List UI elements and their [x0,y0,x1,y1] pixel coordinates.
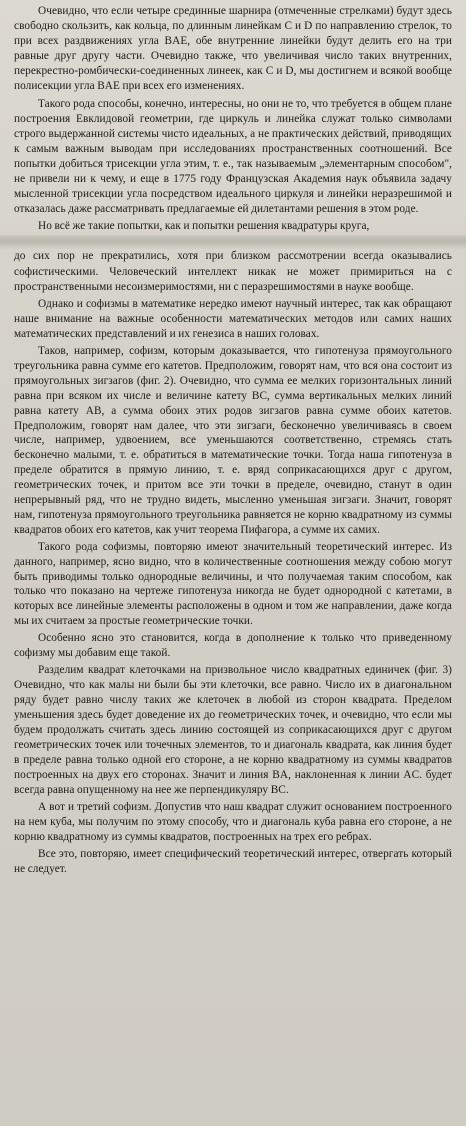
paragraph-cube-diagonal-sophism: А вот и третий софизм. Допустив что наш квадрат служит основанием построенного на нем куба, мы получим по этому способу, что и диагональ куба равна его стороне, а не корню квадратному из суммы квадратов, построенных на трех его ребрах. [14,800,452,843]
paragraph-euclidean-construction: Такого рода способы, конечно, интересны, но они не то, что требуется в общем плане построения Евклидовой геометрии, где циркуль и линейка служат только символами строго выдержанной системы чисто идеальных, а не практических действий, приводящих к самым важным выводам при исследованиях пространственных соотношений. Все попытки добиться трисекции угла этим, т. е., так называемым „элементарным способом", не привели ни к чему, и еще в 1775 году Французская Академия наук объявила задачу мысленной трисекции угла посредством идеального циркуля и линейки неразрешимой и отказалась даже рассматривать предлагаемые ей дилетантами решения в этом роде. [14,97,452,216]
paragraph-conclusion: Все это, повторяю, имеет специфический теоретический интерес, отвергать который не следует. [14,847,452,875]
paragraph-square-diagonal-sophism: Разделим квадрат клеточками на призвольное число квадратных единичек (фиг. 3) Очевидно, что как малы ни были бы эти клеточки, все равно. Число их в диагональном ряду будет равно числу таких же клеточек в любой из сторон квадрата. Пределом уменьшения здесь будет доведение их до геометрических точек, и очевидно, что если мы будем продолжать считать здесь линию состоящей из соприкасающихся друг с другом геометрических точек или точечных элементов, то и диагональ квадрата, как линия будет в пределе равна только одной его стороне, а не корню квадратному из суммы квадратов построенных на двух его сторонах. Значит и линия BA, наклоненная к линии AC. будет всегда равна опущенному на нее же перпендикуляру BC. [14,664,452,796]
paragraph-sophisms-interest: Однако и софизмы в математике нередко имеют научный интерес, так как обращают наше внимание на важные особенности математических методов или самих наших математических представлений и их генезиса в наших головах. [14,297,452,340]
paragraph-second-sophism-intro: Особенно ясно это становится, когда в дополнение к только что приведенному софизму мы добавим еще такой. [14,632,452,660]
paragraph-sophistical-attempts: до сих пор не прекратились, хотя при близком рассмотрении всегда оказывались софистическими. Человеческий интеллект никак не может примириться на с пространственными несоизмеримостями, ни с перазрешимостями в науке вообще. [14,250,452,293]
page-fold [0,235,466,249]
paragraph-hinged-rulers: Очевидно, что если четыре срединные шарнира (отмеченные стрелками) будут здесь свободно скользить, как кольца, по длинным линейкам C и D по направлению стрелок, то при всех раздвижениях угла BAE, обе внутренние линейки будут делить его на три равные друг другу части. Очевидно также, что увеличивая число таких внутренних, перекрестно-ромбически-соединенных линеек, как C и D, мы достигнем и всякой вообще полисекции угла BAE при всех его изменениях. [14,5,452,93]
paragraph-homogeneous-magnitudes: Такого рода софизмы, повторяю имеют значительный теоретический интерес. Из данного, например, ясно видно, что в количественные соотношения между собою могут быть приводимы только однородные величины, и что получаемая таким способом, как только что показано на чертеже гипотенуза никогда не будет однородной с катетами, в которых все линейные элементы расположены в одном и том же направлении, даже когда мы их считаем за простые геометрические точки. [14,540,452,628]
paragraph-hypotenuse-sophism: Таков, например, софизм, которым доказывается, что гипотенуза прямоугольного треугольника равна сумме его катетов. Предположим, говорят нам, что вся она состоит из прямоугольных зигзагов (фиг. 2). Очевидно, что сумма ее мелких горизонтальных линий равна при всяком их числе и величине катету BC, сумма вертикальных мелких линий равна катету AB, а сумма обоих этих родов зигзагов равна сумме обоих катетов. Предположим, говорят нам далее, что эти зигзаги, бесконечно увеличиваясь в своем числе, например, удвоением, все уменьшаются соответственно, стремясь стать бесконечно малыми, т. е. обратиться в математические точки. Тогда наша гипотенуза в пределе обратится в прямую линию, т. е. вряд соприкасающихся друг с другом, геометрических точек, и притом все эти точки в пределе, очевидно, станут в один непрерывный ряд, что не трудно видеть, мысленно уменьшая зигзаги. Значит, говорят нам, гипотенуза прямоугольного треугольника равняется не корню квадратному из суммы квадратов обоих его катетов, как учит теорема Пифагора, а сумме их самих. [14,344,452,536]
paragraph-quadrature-attempts: Но всё же такие попытки, как и попытки решения квадратуры круга, [38,220,370,233]
